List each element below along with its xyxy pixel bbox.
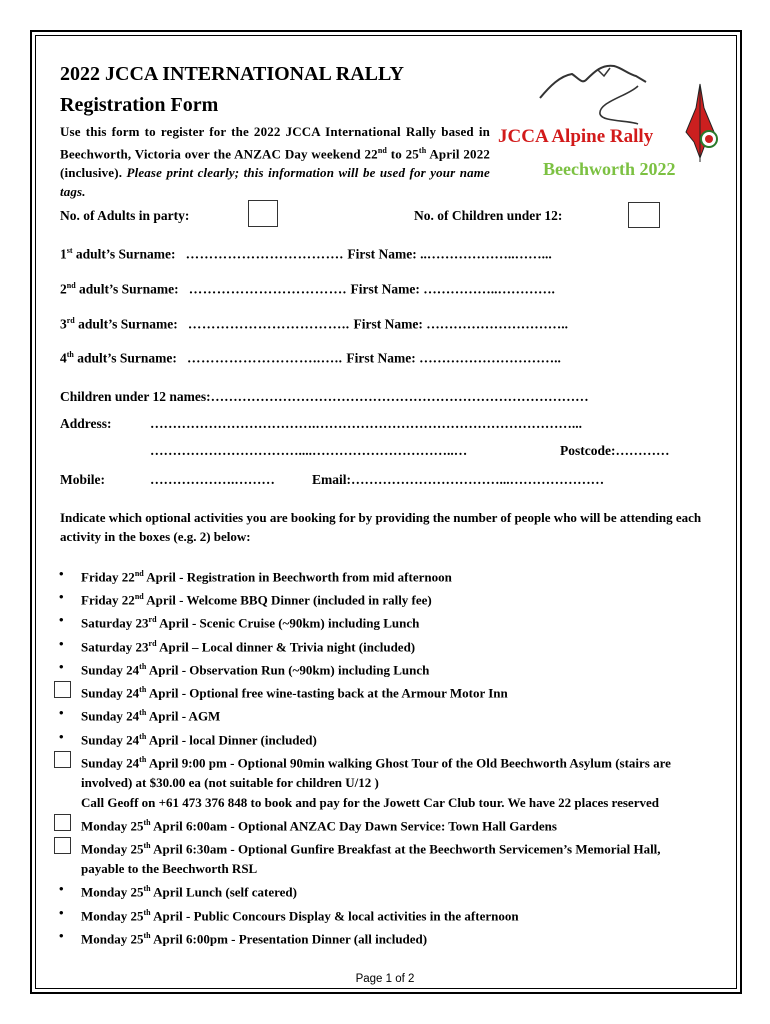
activity-item: • Monday 25th April 6:00pm - Presentation Dinner (all included) — [59, 927, 428, 947]
postcode-field[interactable]: Postcode:………… — [560, 443, 670, 458]
logo-rally-text: JCCA Alpine Rally — [498, 126, 654, 147]
adult-1-row[interactable]: 1st adult’s Surname: ……………………………. First Name: ..………………..……... — [60, 246, 552, 262]
activity-item: • Friday 22nd April - Welcome BBQ Dinner (included in rally fee) — [59, 589, 432, 608]
activities-instructions: Indicate which optional activities you are booking for by providing the number of people who will be attending each activity in the boxes (e.g. 2) below: — [60, 510, 702, 544]
page-number: Page 1 of 2 — [355, 973, 415, 985]
activity-item: Monday 25th April 6:30am - Optional Gunfire Breakfast at the Beechworth Servicemen’s Memorial Hall, payable to the Beechworth RSL — [58, 836, 701, 879]
adult-2-row[interactable]: 2nd adult’s Surname: ……………………………. First Name: ……………..…………. — [60, 281, 555, 297]
adult-3-row[interactable]: 3rd adult’s Surname: …………………………….. First Name: ………………………….. — [60, 316, 568, 332]
children-count-input[interactable] — [628, 202, 660, 228]
bullet-icon: • — [59, 566, 64, 581]
activity-note: Call Geoff on +61 473 376 848 to book and pay for the Jowett Car Club tour. We have 22 places reserved — [81, 795, 659, 811]
bullet-icon: • — [59, 904, 64, 920]
activity-item: • Monday 25th April Lunch (self catered) — [59, 881, 297, 900]
gunfire-breakfast-count-box[interactable] — [54, 837, 71, 854]
mobile-label: Mobile: — [60, 472, 105, 487]
activity-item: • Friday 22nd April - Registration in Beechworth from mid afternoon — [59, 566, 452, 585]
bullet-icon: • — [59, 881, 64, 897]
adult-4-row[interactable]: 4th adult’s Surname: ………………………..….. First Name: ………………………….. — [60, 350, 561, 366]
email-field[interactable]: Email:……………………………...………………… — [312, 472, 605, 487]
address-line-1[interactable]: ……………………………….…………………………………………………... — [150, 416, 582, 431]
bullet-icon: • — [59, 589, 64, 605]
children-names-field[interactable]: Children under 12 names:………………………………………………………………………… — [60, 389, 589, 404]
bullet-icon: • — [59, 658, 64, 674]
activity-item: Sunday 24th April - Optional free wine-tasting back at the Armour Motor Inn — [58, 680, 718, 703]
address-line-2[interactable]: ……………………………....…………………………..… — [150, 443, 468, 458]
adults-count-input[interactable] — [248, 200, 278, 227]
bullet-icon: • — [59, 728, 64, 744]
activity-item: Monday 25th April 6:00am - Optional ANZAC Day Dawn Service: Town Hall Gardens — [58, 813, 718, 836]
form-subtitle: Registration Form — [60, 94, 219, 116]
form-title: 2022 JCCA INTERNATIONAL RALLY — [60, 63, 404, 85]
mobile-field[interactable]: ……………….……… — [150, 472, 275, 487]
activity-item: • Saturday 23rd April – Local dinner & Trivia night (included) — [59, 635, 416, 655]
activity-item: • Saturday 23rd April - Scenic Cruise (~90km) including Lunch — [59, 612, 420, 631]
activity-item: • Monday 25th April - Public Concours Display & local activities in the afternoon — [59, 904, 519, 923]
bullet-icon: • — [59, 705, 64, 721]
wine-tasting-count-box[interactable] — [54, 681, 71, 698]
bullet-icon: • — [59, 612, 64, 628]
children-count-label: No. of Children under 12: — [414, 208, 563, 223]
adults-count-label: No. of Adults in party: — [60, 208, 190, 223]
activity-item: Sunday 24th April 9:00 pm - Optional 90min walking Ghost Tour of the Old Beechworth Asylum (stairs are involved) at $30.00 ea (not suitable for children U/12 ) — [58, 750, 671, 793]
activity-item: • Sunday 24th April - Observation Run (~90km) including Lunch — [59, 658, 430, 678]
address-label: Address: — [60, 416, 112, 431]
activity-item: • Sunday 24th April - AGM — [59, 705, 221, 724]
activities-list — [58, 564, 718, 949]
bullet-icon: • — [59, 927, 64, 943]
ghost-tour-count-box[interactable] — [54, 751, 71, 768]
logo-year-text: Beechworth 2022 — [543, 159, 676, 179]
intro-paragraph: Use this form to register for the 2022 JCCA International Rally based in Beechworth, Victoria over the ANZAC Day weekend 22nd to 25th April 2022 (inclusive). Please print clearly; this information will be used for your name tags. — [60, 124, 491, 200]
bullet-icon: • — [59, 635, 64, 651]
activity-item: • Sunday 24th April - local Dinner (included) — [59, 728, 317, 747]
dawn-service-count-box[interactable] — [54, 814, 71, 831]
